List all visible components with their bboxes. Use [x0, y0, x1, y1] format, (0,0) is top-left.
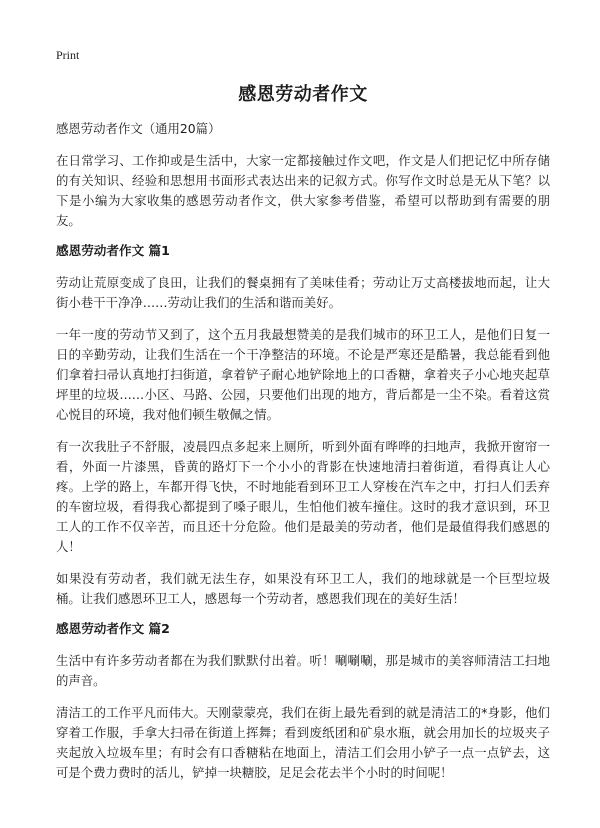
section-2-paragraph: 生活中有许多劳动者都在为我们默默付出着。听！唰唰唰，那是城市的美容师清洁工扫地的声音。 — [56, 653, 550, 688]
article-body — [56, 121, 550, 795]
section-heading-1: 感恩劳动者作文 篇1 — [56, 243, 170, 258]
section-2-paragraph: 清洁工的工作平凡而伟大。天刚蒙蒙亮，我们在街上最先看到的就是清洁工的*身影，他们穿着工作服，手拿大扫帚在街道上挥舞；看到废纸团和矿泉水瓶，就会用加长的垃圾夹子夹起放入垃圾车里；有时会有口香糖粘在地面上，清洁工们会用小铲子一点一点铲去，这可是个费力费时的活儿，铲掉一块糖胶，足足会花去半个小时的时间呢！ — [56, 705, 550, 780]
page-title: 感恩劳动者作文 — [238, 84, 368, 105]
section-1-paragraph: 劳动让荒原变成了良田，让我们的餐桌拥有了美味佳肴；劳动让万丈高楼拔地而起，让大街小巷干干净净……劳动让我们的生活和谐而美好。 — [56, 275, 550, 310]
section-1-paragraph: 有一次我肚子不舒服，凌晨四点多起来上厕所，听到外面有哗哗的扫地声，我掀开窗帘一看，外面一片漆黑，昏黄的路灯下一个小小的背影在快速地清扫着街道，看得真让人心疼。上学的路上，车都开得飞快，不时地能看到环卫工人穿梭在汽车之中，打扫人们丢弃的车窗垃圾，看得我心都提到了嗓子眼儿，生怕他们被车撞住。这时的我才意识到，环卫工人的工作不仅辛苦，而且还十分危险。他们是最美的劳动者，他们是最值得我们感恩的人！ — [56, 439, 550, 554]
section-heading-2: 感恩劳动者作文 篇2 — [56, 621, 170, 636]
section-1-paragraph: 一年一度的劳动节又到了，这个五月我最想赞美的是我们城市的环卫工人，是他们日复一日的辛勤劳动，让我们生活在一个干净整洁的环境。不论是严寒还是酷暑，我总能看到他们拿着扫帚认真地打扫街道，拿着铲子耐心地铲除地上的口香糖，拿着夹子小心地夹起草坪里的垃圾……小区、马路、公园，只要他们出现的地方，背后都是一尘不染。看着这赏心悦目的环境，我对他们顿生敬佩之情。 — [56, 327, 550, 422]
article-subtitle: 感恩劳动者作文（通用20篇） — [56, 121, 221, 136]
section-1-paragraph: 如果没有劳动者，我们就无法生存，如果没有环卫工人，我们的地球就是一个巨型垃圾桶。让我们感恩环卫工人，感恩每一个劳动者，感恩我们现在的美好生活！ — [56, 571, 550, 606]
print-label[interactable]: Print — [56, 48, 80, 62]
intro-paragraph: 在日常学习、工作抑或是生活中，大家一定都接触过作文吧，作文是人们把记忆中所存储的有关知识、经验和思想用书面形式表达出来的记叙方式。你写作文时总是无从下笔？以下是小编为大家收集的感恩劳动者作文，供大家参考借鉴，希望可以帮助到有需要的朋友。 — [56, 153, 550, 228]
